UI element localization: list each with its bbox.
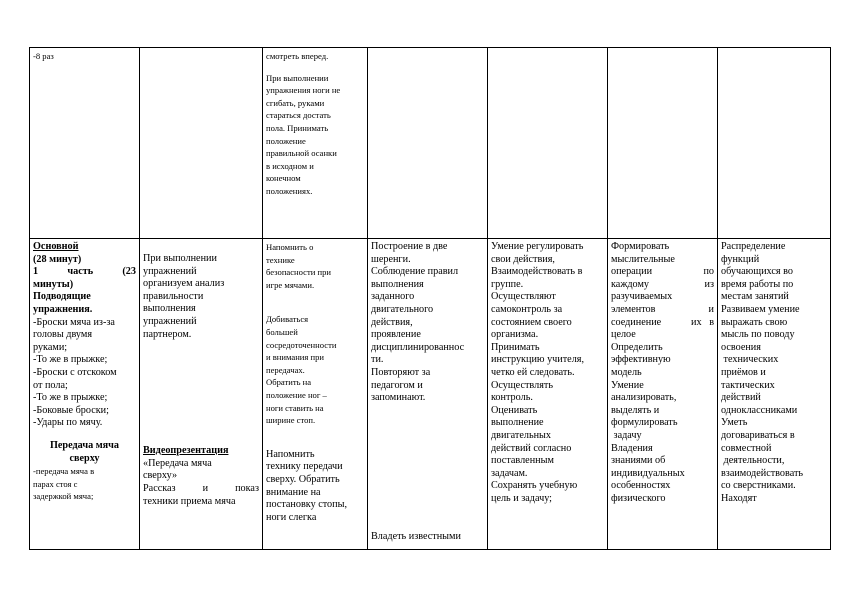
text-line: организуем анализ <box>143 278 225 290</box>
exercise-item: -Боковые броски; <box>33 404 109 416</box>
cell-r1-c7 <box>718 48 831 239</box>
text-line: четко ей следовать. <box>491 366 575 378</box>
text-line: технических <box>721 354 779 366</box>
text-line: мыслительные <box>611 253 675 265</box>
text-line: время работы по <box>721 278 794 290</box>
text-line: положениях. <box>266 185 313 196</box>
text-line: задачам. <box>491 467 528 479</box>
text-line: Повторяют за <box>371 366 431 378</box>
text-line: модель <box>611 366 642 378</box>
text-line: игре мячами. <box>266 279 315 290</box>
table-row <box>30 239 831 550</box>
text-line: мысль по поводу <box>721 329 795 341</box>
text-line: Развиваем умение <box>721 303 800 315</box>
text-line: Определить <box>611 341 663 353</box>
text-line: проявление <box>371 329 421 341</box>
stage-title: Основной <box>33 241 79 252</box>
text-line: заданного <box>371 291 415 303</box>
text-line: совместной <box>721 442 772 454</box>
text-line: При выполнении <box>143 253 217 264</box>
text-line: формулировать <box>611 417 678 429</box>
part-heading: 1 часть (23 <box>33 266 136 278</box>
text-line: шеренги. <box>371 253 411 265</box>
stage-duration: (28 минут) <box>33 253 82 265</box>
text-line: упражнений <box>143 265 197 277</box>
text-line: физического <box>611 492 666 504</box>
text-line: запоминают. <box>371 392 426 404</box>
text-line: Владения <box>611 442 653 454</box>
text-line: Построение в две <box>371 241 448 252</box>
text-line: контроль. <box>491 392 533 404</box>
text-line: техники приема мяча <box>143 495 236 507</box>
text-line: большей <box>266 326 298 337</box>
text-line: действий согласно <box>491 442 572 454</box>
exercise-item: от пола; <box>33 379 68 391</box>
text-line: и внимания при <box>266 352 324 363</box>
text-line: тактических <box>721 379 775 391</box>
text-line: Сохранять учебную <box>491 480 578 492</box>
video-heading: Видеопрезентация <box>143 445 229 457</box>
text-line: конечном <box>266 173 301 184</box>
text-line: взаимодействовать <box>721 467 804 479</box>
text-line: деятельности, <box>721 455 785 467</box>
text-line: договариваться в <box>721 429 795 441</box>
text-line: Принимать <box>491 341 540 353</box>
part-heading-minutes: минуты) <box>33 278 74 290</box>
cell-r1-c1 <box>30 48 140 239</box>
text-line: постановку стопы, <box>266 499 347 511</box>
exercise-item: головы двумя <box>33 329 92 341</box>
text-line: индивидуальных <box>611 467 685 479</box>
cell-r2-c3 <box>263 239 368 550</box>
text-line: передачах. <box>266 364 305 375</box>
text-line: операции по <box>611 266 714 278</box>
exercise-item: -Броски с отскоком <box>33 366 117 378</box>
text-line: партнером. <box>143 328 192 340</box>
exercise-item: -передача мяча в <box>33 466 95 477</box>
text-line: технику передачи <box>266 461 343 473</box>
text-line: упражнения ноги не <box>266 85 341 96</box>
cell-r2-c2 <box>140 239 263 550</box>
text-line: одноклассниками <box>721 404 798 416</box>
text-line: действия, <box>371 316 413 328</box>
text-line: положение ног – <box>266 389 327 400</box>
text-line: Осуществлять <box>491 379 553 391</box>
cell-r1-c4 <box>368 48 488 239</box>
text-line: Оценивать <box>491 404 538 416</box>
cell-r1-c2 <box>140 48 263 239</box>
text-line: выделять и <box>611 404 660 416</box>
text-line: соединение их в <box>611 316 714 328</box>
text-line: сверху» <box>143 470 178 482</box>
text-line: свои действия, <box>491 253 555 265</box>
text-line: ноги слегка <box>266 511 317 523</box>
cell-r2-c6 <box>608 239 718 550</box>
text-line: знаниями об <box>611 455 666 467</box>
exercise-item: задержкой мяча; <box>33 491 94 502</box>
text-line: «Передача мяча <box>143 457 212 469</box>
cell-r2-c4 <box>368 239 488 550</box>
text-line: -8 раз <box>33 51 54 61</box>
text-line: педагогом и <box>371 379 423 391</box>
text-line: стараться достать <box>266 110 331 121</box>
cell-r2-c5 <box>488 239 608 550</box>
text-line: особенностях <box>611 480 671 492</box>
cell-text <box>33 50 136 63</box>
text-line: ноги ставить на <box>266 402 324 413</box>
text-line: правильности <box>143 290 204 302</box>
text-line: элементов и <box>611 303 714 315</box>
text-line: смотреть вперед. <box>266 51 329 61</box>
text-line: действий <box>721 392 761 404</box>
text-line: Находят <box>721 492 757 504</box>
text-line: задачу <box>611 429 642 441</box>
text-line: разучиваемых <box>611 291 673 303</box>
text-line: упражнений <box>143 315 197 327</box>
exercise-item: парах стоя с <box>33 478 78 489</box>
text-line: безопасности при <box>266 267 331 278</box>
cell-r1-c6 <box>608 48 718 239</box>
text-line: дисциплинированнос <box>371 341 465 353</box>
exercise-item: -То же в прыжке; <box>33 392 108 404</box>
text-line: Умение <box>611 379 644 391</box>
text-line: инструкцию учителя, <box>491 354 585 366</box>
text-line: сгибать, руками <box>266 97 325 108</box>
text-line: эффективную <box>611 354 671 366</box>
cell-r1-c5 <box>488 48 608 239</box>
text-line: ти. <box>371 354 384 366</box>
text-line: самоконтроль за <box>491 303 563 315</box>
text-line: сосредоточенности <box>266 339 337 350</box>
prep-heading: упражнения. <box>33 303 93 315</box>
text-line: Осуществляют <box>491 291 556 303</box>
text-line: Рассказ и показ <box>143 482 259 494</box>
text-line: выполнение <box>491 417 544 429</box>
text-line: группе. <box>491 278 524 290</box>
text-line: освоения <box>721 341 761 353</box>
text-line: цель и задачу; <box>491 492 553 504</box>
text-line: двигательных <box>491 429 551 441</box>
text-line: анализировать, <box>611 392 677 404</box>
text-line: Обратить на <box>266 377 312 388</box>
text-line: внимание на <box>266 486 321 498</box>
text-line: функций <box>721 253 760 265</box>
text-line: положение <box>266 135 306 146</box>
text-line: целое <box>611 329 636 341</box>
exercise-item: -Удары по мячу. <box>33 417 103 429</box>
text-line: состоянием своего <box>491 316 572 328</box>
text-line: Напомнить о <box>266 242 314 252</box>
text-line: Владеть известными <box>371 531 461 543</box>
text-line: местам занятий <box>721 291 789 303</box>
text-line: ширине стоп. <box>266 415 316 426</box>
text-line: выполнения <box>371 278 424 290</box>
lesson-plan-table <box>29 47 831 550</box>
prep-heading: Подводящие <box>33 291 91 303</box>
text-line: Распределение <box>721 241 786 252</box>
text-line: Напомнить <box>266 448 315 460</box>
text-line: выражать свою <box>721 316 788 328</box>
text-line: Взаимодействовать в <box>491 266 583 278</box>
exercise-item: руками; <box>33 341 68 353</box>
text-line: Добиваться <box>266 314 309 325</box>
text-line: каждому из <box>611 278 714 290</box>
text-line: в исходном и <box>266 160 314 171</box>
text-line: Формировать <box>611 241 670 252</box>
text-line: двигательного <box>371 303 434 315</box>
cell-r1-c3 <box>263 48 368 239</box>
text-line: обучающихся во <box>721 266 793 278</box>
text-line: При выполнении <box>266 72 329 83</box>
text-line: со сверстниками. <box>721 480 796 492</box>
exercise-item: -То же в прыжке; <box>33 354 108 366</box>
exercise-item: -Броски мяча из-за <box>33 316 115 328</box>
cell-r2-c7 <box>718 239 831 550</box>
text-line: пола. Принимать <box>266 122 329 133</box>
text-line: организма. <box>491 329 539 341</box>
cell-r2-c1 <box>30 239 140 550</box>
text-line: правильной осанки <box>266 148 337 159</box>
text-line: технике <box>266 254 295 265</box>
text-line: поставленным <box>491 455 554 467</box>
text-line: выполнения <box>143 303 196 315</box>
subsection-heading: сверху <box>69 452 100 464</box>
text-line: Умение регулировать <box>491 241 584 252</box>
text-line: Соблюдение правил <box>371 266 459 278</box>
text-line: Уметь <box>721 417 748 429</box>
subsection-heading: Передача мяча <box>49 439 119 451</box>
text-line: сверху. Обратить <box>266 473 340 485</box>
text-line: приёмов и <box>721 366 766 378</box>
table-row <box>30 48 831 239</box>
